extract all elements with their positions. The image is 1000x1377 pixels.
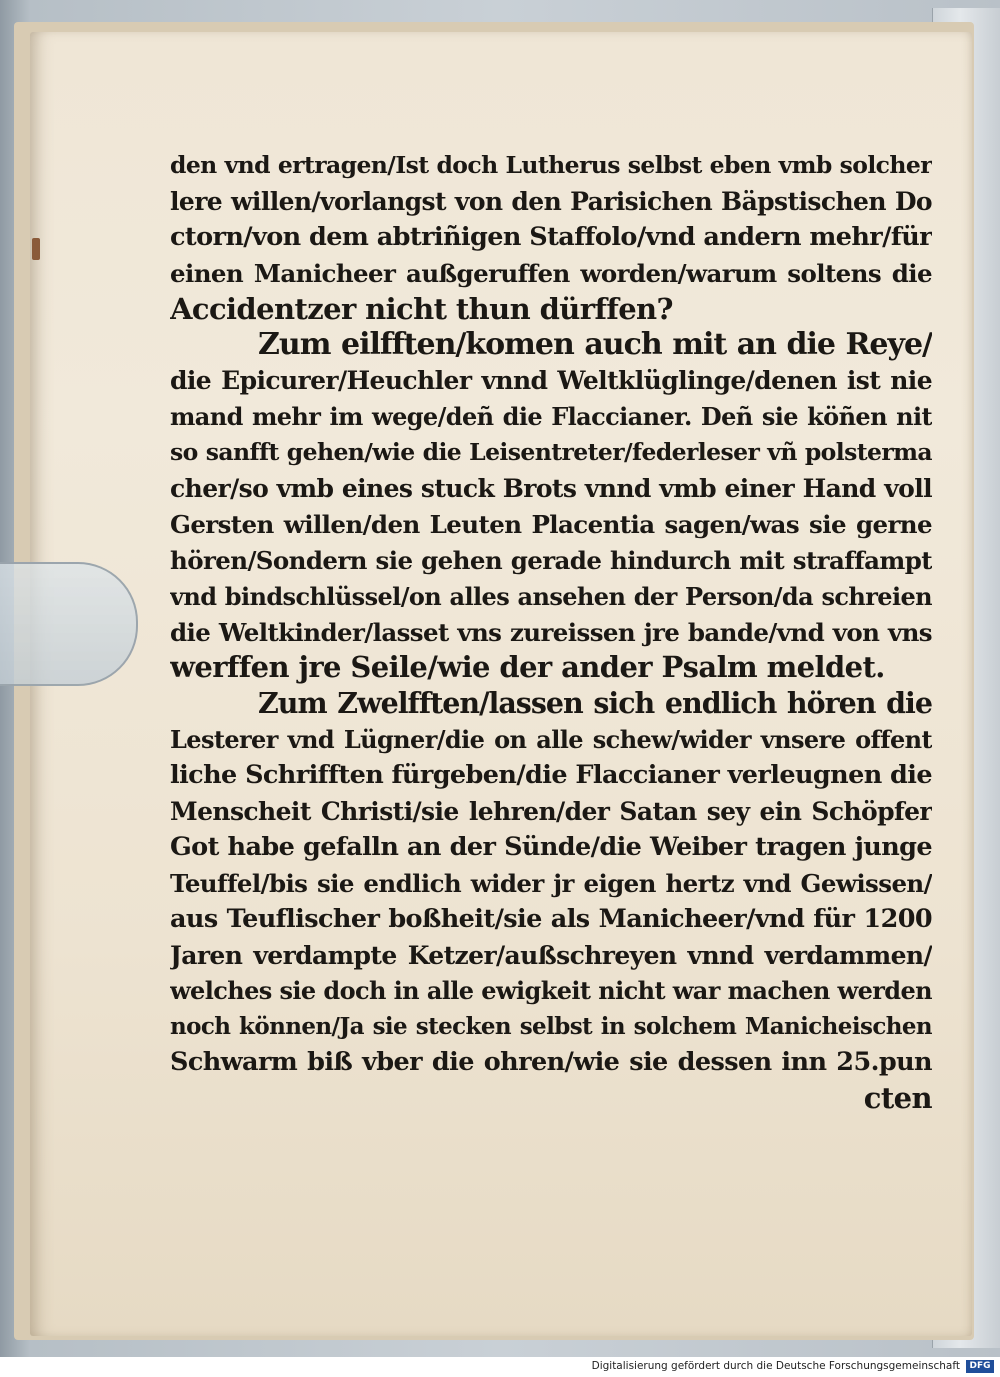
text-line: Schwarm biß vber die ohren/wie sie dessen inn 25.pun bbox=[170, 1047, 932, 1078]
text-line: Teuffel/bis sie endlich wider jr eigen hertz vnd Gewissen/ bbox=[170, 868, 932, 898]
text-line: den vnd ertragen/Ist doch Lutherus selbst eben vmb solcher bbox=[170, 151, 932, 179]
text-line: lere willen/vorlangst von den Parisichen Bäpstischen Do bbox=[170, 186, 932, 216]
text-line: die Weltkinder/lasset vns zureissen jre bande/vnd von vns bbox=[170, 617, 932, 647]
text-line: werffen jre Seile/wie der ander Psalm meldet. bbox=[170, 650, 885, 685]
text-line: hören/Sondern sie gehen gerade hindurch mit straffampt bbox=[170, 545, 932, 575]
text-line: aus Teuflischer boßheit/sie als Manicheer/vnd für 1200 bbox=[170, 903, 932, 934]
section-heading-line: Zum Zwelfften/lassen sich endlich hören die bbox=[258, 686, 932, 721]
text-line: vnd bindschlüssel/on alles ansehen der Person/da schreien bbox=[170, 581, 932, 611]
text-line: Lesterer vnd Lügner/die on alle schew/wider vnsere offent bbox=[170, 725, 932, 755]
page-tab-marker bbox=[32, 238, 40, 260]
section-heading-line: Zum eilfften/komen auch mit an die Reye/ bbox=[258, 327, 932, 363]
funding-credit: Digitalisierung gefördert durch die Deutsche Forschungsgemeinschaft bbox=[591, 1360, 960, 1372]
text-line: Jaren verdampte Ketzer/außschreyen vnnd verdammen/ bbox=[170, 940, 932, 970]
plastic-page-clip bbox=[0, 562, 138, 686]
text-line: Menscheit Christi/sie lehren/der Satan sey ein Schöpfer bbox=[170, 797, 932, 827]
text-line: ctorn/von dem abtriñigen Staffolo/vnd andern mehr/für bbox=[170, 221, 932, 252]
catchword: cten bbox=[863, 1081, 932, 1116]
text-line: einen Manicheer außgeruffen worden/warum soltens die bbox=[170, 258, 932, 288]
text-line: cher/so vmb eines stuck Brots vnnd vmb einer Hand voll bbox=[170, 474, 932, 504]
text-line: mand mehr im wege/deñ die Flaccianer. Deñ sie köñen nit bbox=[170, 402, 932, 432]
text-line: Accidentzer nicht thun dürffen? bbox=[170, 291, 673, 326]
text-line: die Epicurer/Heuchler vnnd Weltklüglinge/denen ist nie bbox=[170, 366, 932, 396]
page-text-block bbox=[170, 148, 932, 1117]
text-line: liche Schrifften fürgeben/die Flaccianer verleugnen die bbox=[170, 760, 932, 791]
text-line: so sanfft gehen/wie die Leisentreter/federleser vñ polsterma bbox=[170, 438, 932, 467]
text-line: Got habe gefalln an der Sünde/die Weiber tragen junge bbox=[170, 831, 932, 862]
text-line: Gersten willen/den Leuten Placentia sagen/was sie gerne bbox=[170, 509, 932, 539]
text-line: noch können/Ja sie stecken selbst in solchem Manicheischen bbox=[170, 1013, 932, 1041]
dfg-logo: DFG bbox=[966, 1360, 994, 1373]
text-line: welches sie doch in alle ewigkeit nicht war machen werden bbox=[170, 976, 932, 1006]
footer-bar bbox=[0, 1357, 1000, 1377]
